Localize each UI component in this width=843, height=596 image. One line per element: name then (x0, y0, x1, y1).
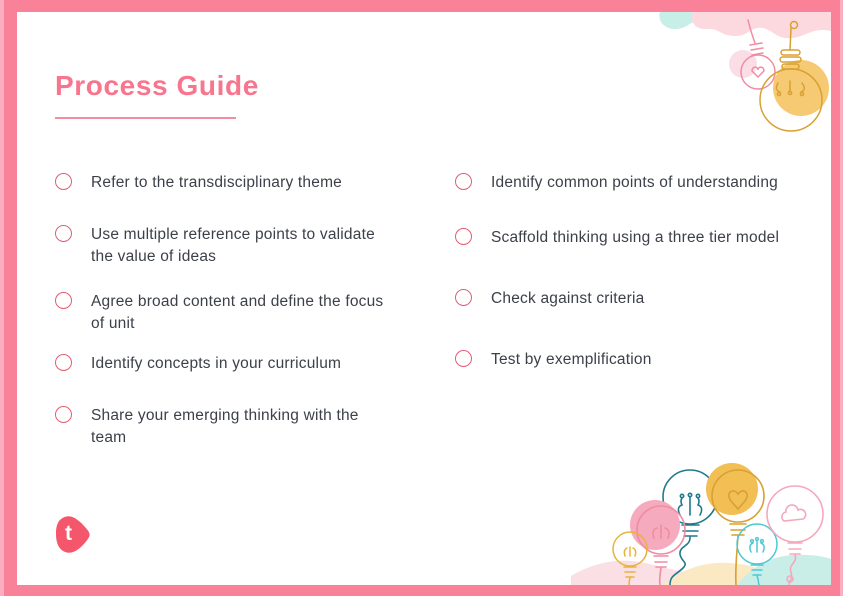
hill-pink-icon (571, 561, 726, 585)
hanging-lightbulbs-illustration (631, 12, 831, 157)
bulb-small-teal-icon (737, 524, 777, 585)
bulb-small-yellow-icon (613, 532, 647, 585)
checklist-item (455, 227, 803, 249)
checklist-item (455, 288, 803, 310)
checkbox-circle[interactable] (455, 350, 472, 367)
hill-yellow-icon (663, 563, 809, 585)
checklist-item (455, 172, 803, 194)
hanging-bulb-gold-icon (760, 22, 829, 132)
checkbox-circle[interactable] (455, 173, 472, 190)
cloud-mint-icon (659, 12, 709, 29)
checkbox-circle[interactable] (55, 173, 72, 190)
checklist-item-label: Test by exemplification (491, 351, 652, 368)
checklist-item-label: Check against criteria (491, 290, 645, 307)
hanging-bulb-pink-icon (729, 20, 775, 89)
checklist-item (55, 172, 387, 194)
checklist-item (455, 349, 803, 371)
checkbox-circle[interactable] (55, 225, 72, 242)
standing-lightbulbs-illustration (571, 435, 831, 585)
checkbox-circle[interactable] (55, 406, 72, 423)
checklist-item-label: Refer to the transdisciplinary theme (91, 174, 343, 191)
checklist-item-label: Agree broad content and define the focus of unit (91, 293, 384, 332)
checklist-item-label: Identify common points of understanding (491, 174, 778, 191)
cloud-pink-icon (692, 12, 831, 38)
checklist-item (55, 405, 387, 449)
checkbox-circle[interactable] (455, 228, 472, 245)
checkbox-circle[interactable] (55, 354, 72, 371)
bulb-yellow-icon (706, 463, 764, 585)
bulb-teal-dark-icon (663, 470, 717, 585)
title-underline (55, 117, 236, 119)
checkbox-circle[interactable] (55, 292, 72, 309)
checklist-item-label: Identify concepts in your curriculum (91, 355, 342, 372)
checkbox-circle[interactable] (455, 289, 472, 306)
checklist-item (55, 291, 387, 335)
checklist-item-label: Scaffold thinking using a three tier model (491, 229, 780, 246)
checklist-item (55, 224, 387, 268)
checklist-item (55, 353, 387, 375)
logo-letter: t (65, 522, 72, 545)
checklist-item-label: Share your emerging thinking with the team (91, 407, 359, 446)
process-guide-card (17, 12, 831, 585)
hill-teal-icon (737, 555, 831, 585)
checklist-item-label: Use multiple reference points to validate the value of ideas (91, 226, 375, 265)
bulb-pink-icon (630, 500, 685, 585)
page-title: Process Guide (55, 70, 259, 101)
bulb-light-pink-icon (767, 486, 823, 585)
